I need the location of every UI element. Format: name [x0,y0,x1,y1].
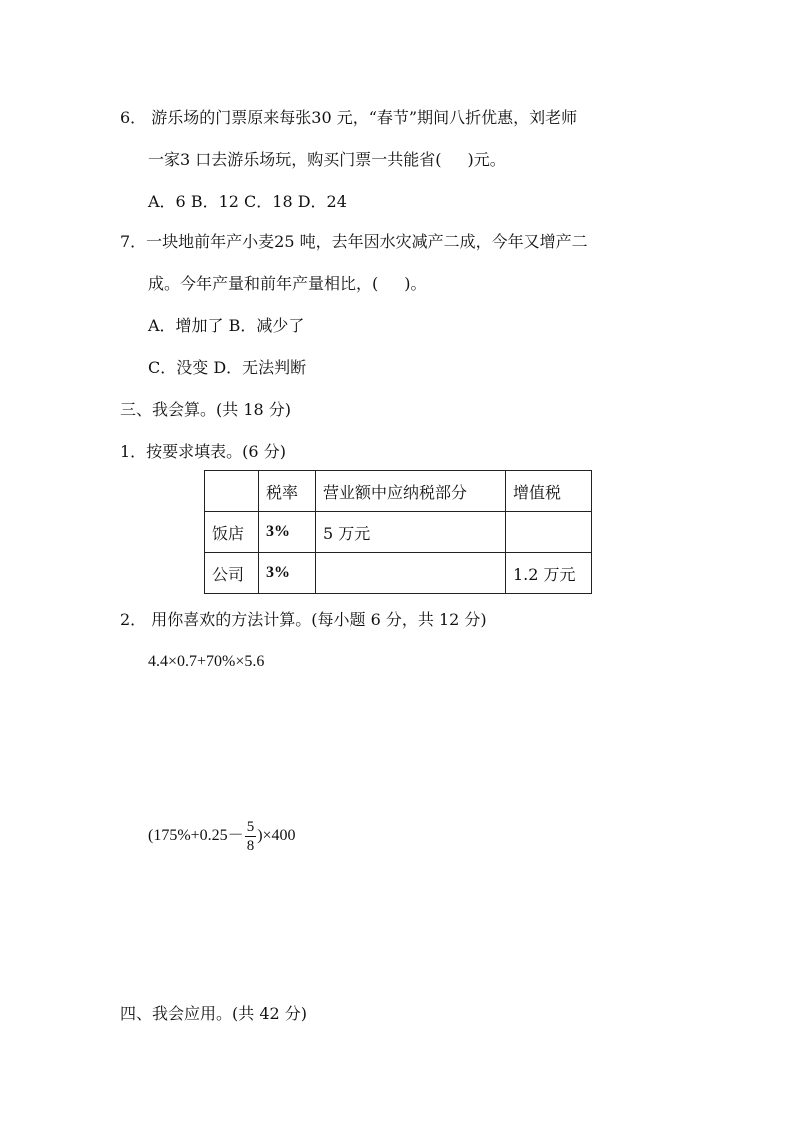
fraction [245,818,257,855]
q7-line2-end: )。 [404,274,427,293]
q6-options: A．6 B．12 C．18 D．24 [148,192,347,211]
item2-title: 2． 用你喜欢的方法计算。(每小题 6 分，共 12 分) [120,610,487,629]
q7-line1: 7．一块地前年产小麦25 吨，去年因水灾减产二成，今年又增产二 [120,232,588,251]
q7-line2-text: 成。今年产量和前年产量相比，( [148,274,379,293]
table-cell: 饭店 [205,512,259,553]
expression-2 [148,816,296,856]
table-cell-blank[interactable] [506,512,592,553]
expression-2-left: (175%+0.25－ [148,827,244,844]
table-header-row [205,471,592,512]
table-header-cell: 增值税 [506,471,592,512]
table-cell: 3% [259,512,316,553]
table-cell: 5 万元 [316,512,506,553]
fraction-numerator: 5 [246,818,255,835]
section4-title: 四、我会应用。(共 42 分) [120,1004,308,1023]
table-cell: 3% [259,553,316,594]
table-cell-blank[interactable] [316,553,506,594]
table-row [205,553,592,594]
q7-line2 [148,274,427,294]
table-row [205,512,592,553]
q7-options-2: C．没变 D．无法判断 [148,358,307,377]
q7-options-1: A．增加了 B．减少了 [148,316,305,335]
q6-line2-text: 一家3 口去游乐场玩，购买门票一共能省( [148,150,442,169]
table-cell: 1.2 万元 [506,553,592,594]
q6-line2-end: )元。 [467,150,506,169]
table-header-cell: 营业额中应纳税部分 [316,471,506,512]
q6-line2 [148,150,506,170]
q6-line1: 6． 游乐场的门票原来每张30 元，“春节”期间八折优惠，刘老师 [120,108,578,127]
expression-1: 4.4×0.7+70%×5.6 [148,653,265,670]
table-cell: 公司 [205,553,259,594]
expression-2-right: )×400 [257,827,296,844]
table-header-cell: 税率 [259,471,316,512]
section3-title: 三、我会算。(共 18 分) [120,400,292,419]
table-header-cell [205,471,259,512]
item1-title: 1．按要求填表。(6 分) [120,442,286,461]
tax-table [204,470,592,594]
fraction-denominator: 8 [246,837,255,854]
